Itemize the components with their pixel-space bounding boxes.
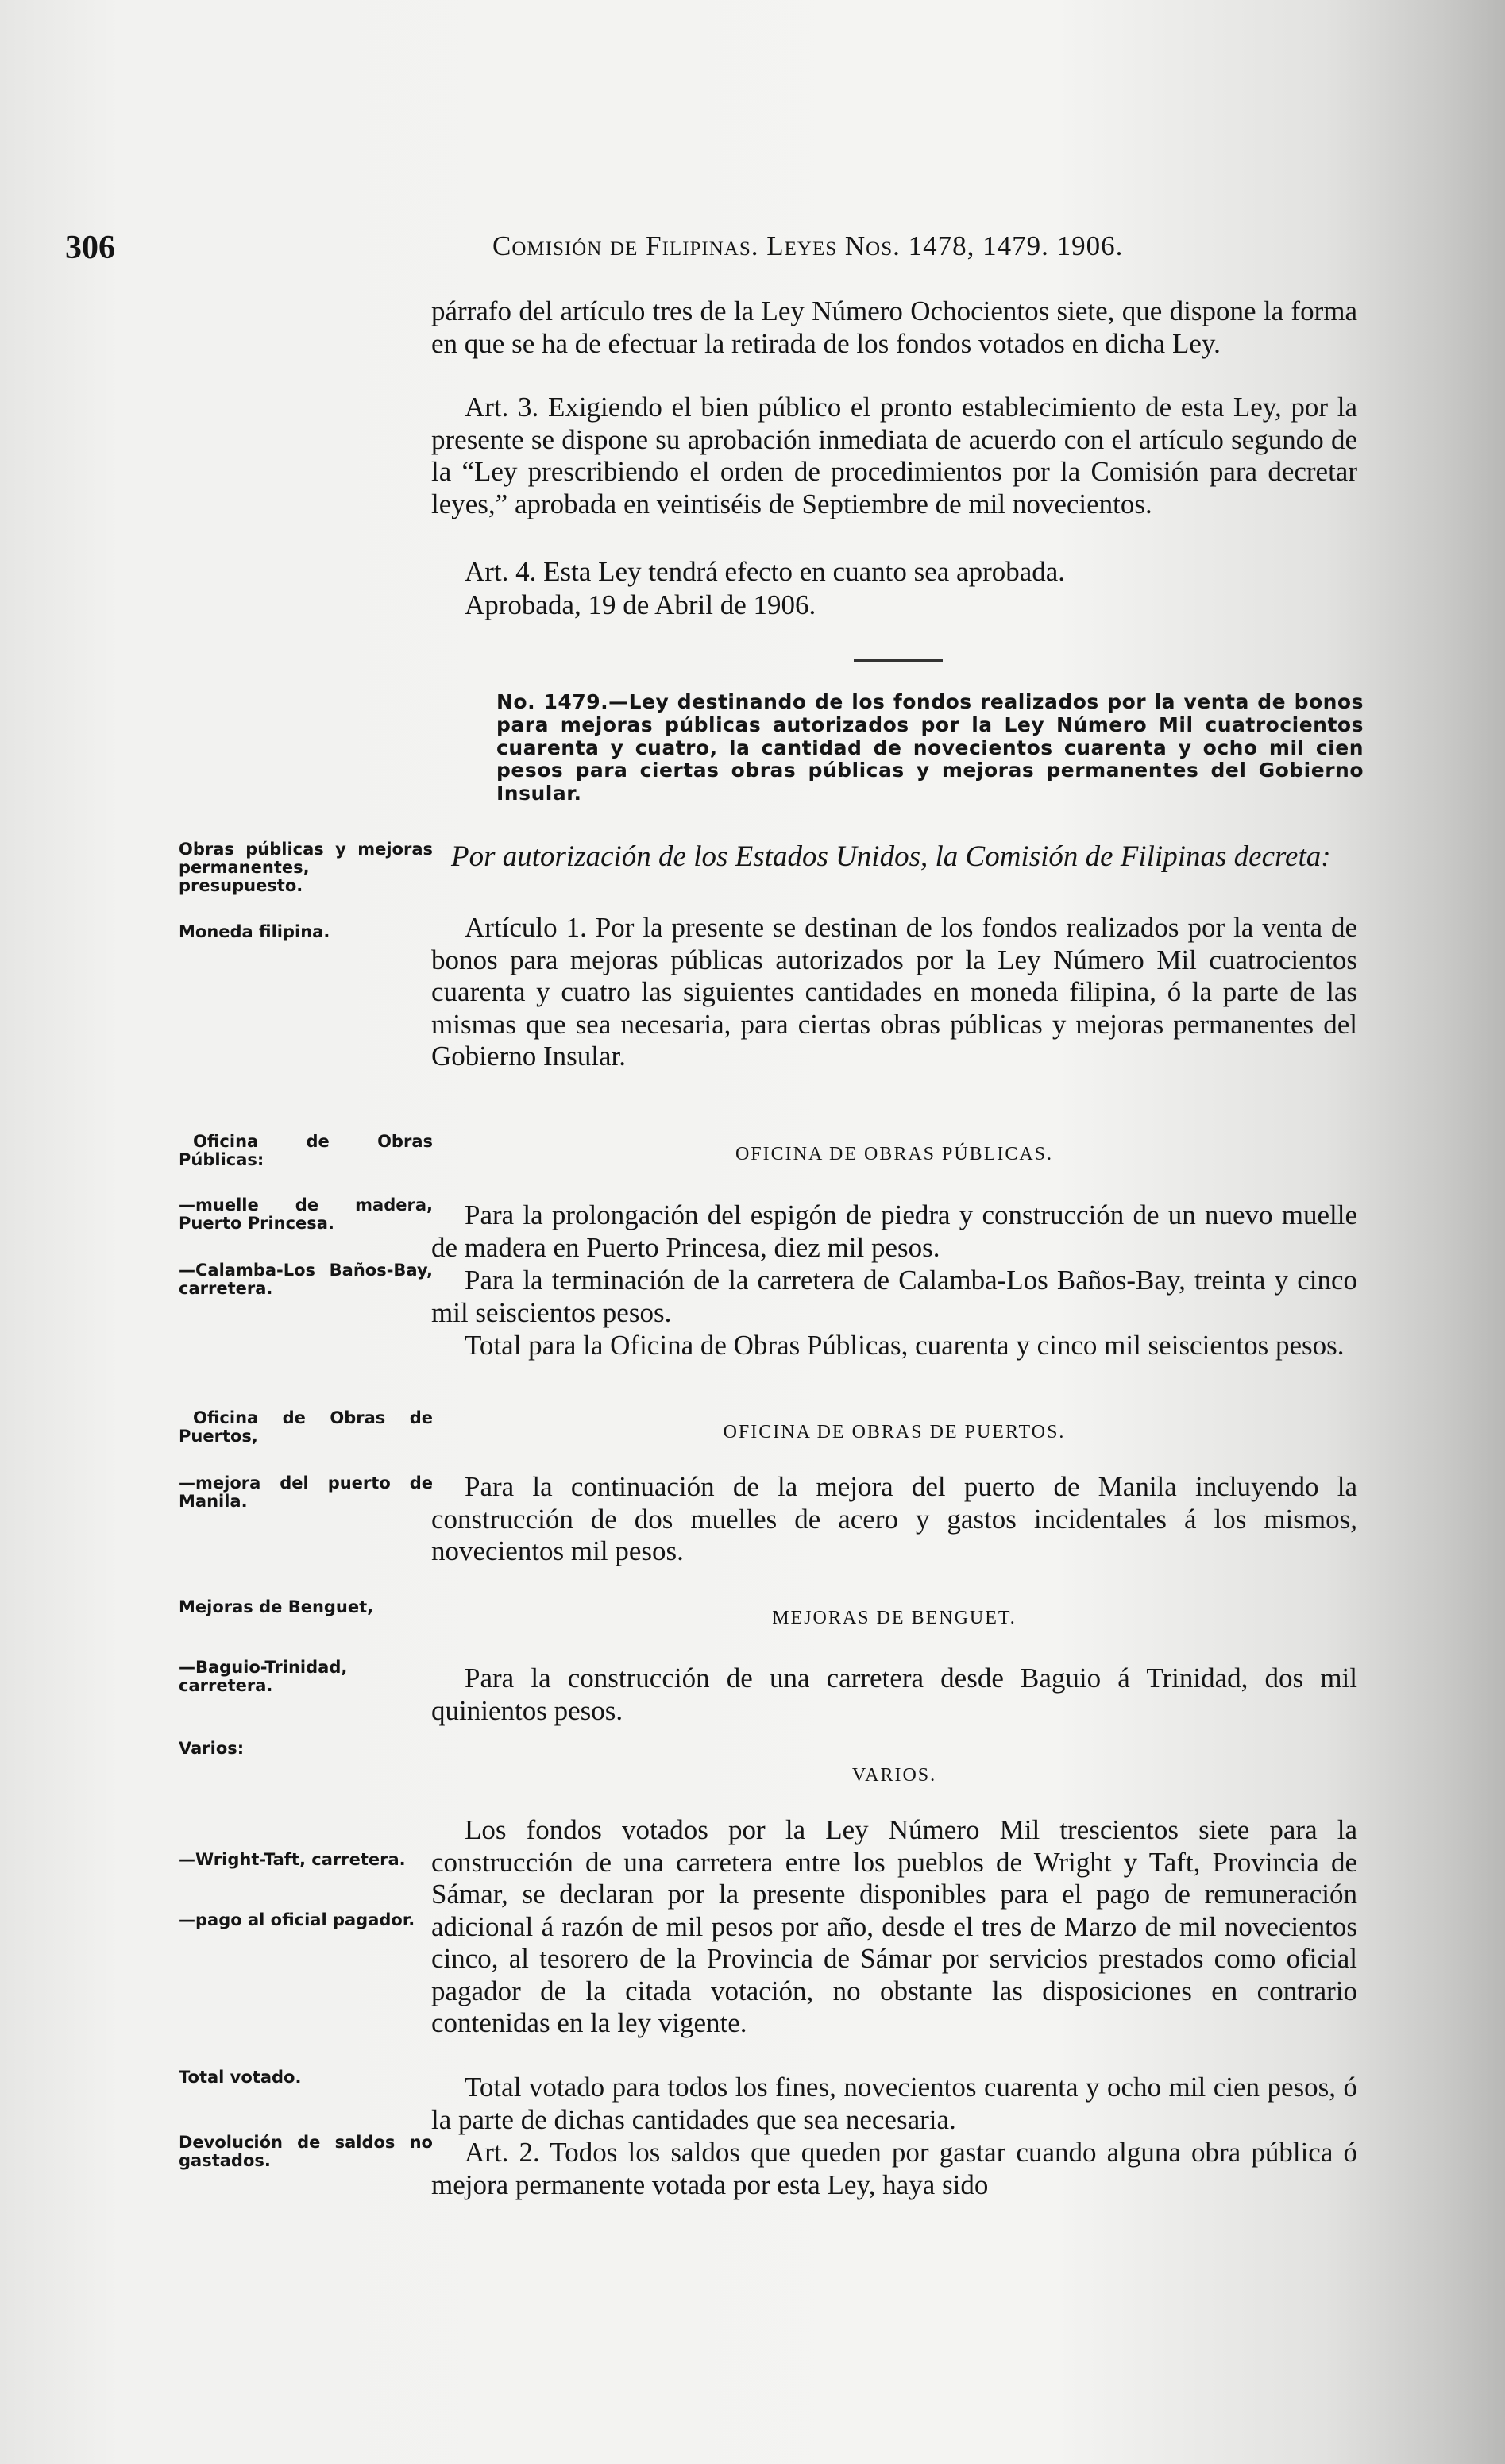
obras-publicas-paragraph-1: Para la prolongación del espigón de piedra y construcción de un nuevo muelle de madera en Puerto Princesa, diez mil pesos.: [431, 1199, 1357, 1263]
margin-note-mejora-puerto: —mejora del puerto de Manila.: [179, 1473, 433, 1511]
obras-puertos-paragraph: Para la continuación de la mejora del puerto de Manila incluyendo la construcción de dos muelles de acero y gastos incidentales á los mismos, novecientos mil pesos.: [431, 1471, 1357, 1566]
margin-note-benguet: Mejoras de Benguet,: [179, 1597, 374, 1616]
article-1: Artículo 1. Por la presente se destinan de los fondos realizados por la venta de bonos para mejoras públicas autorizados por la Ley Número Mil cuatrocientos cuarenta y cuatro las siguientes cantidades en moneda filipina, ó la parte de las mismas que sea necesaria, para ciertas obras públicas y mejoras permanentes del Gobierno Insular.: [431, 912, 1357, 1072]
margin-note-moneda: Moneda filipina.: [179, 922, 330, 941]
section-divider: [854, 659, 943, 662]
heading-varios: VARIOS.: [851, 1765, 937, 1786]
margin-note-wright: —Wright-Taft, carretera.: [179, 1850, 406, 1869]
obras-publicas-total: Total para la Oficina de Obras Públicas, cuarenta y cinco mil seiscientos pesos.: [465, 1330, 1345, 1361]
varios-paragraph: Los fondos votados por la Ley Número Mil trescientos siete para la construcción de una carretera entre los pueblos de Wright y Taft, Provincia de Sámar, se declaran por la presente disponibles para el pago de remuneración adicional á razón de mil pesos por año, desde el tres de Marzo de mil novecientos cinco, al tesorero de la Provincia de Sámar por servicios prestados como oficial pagador de la citada votación, no obstante las disposiciones en contrario contenidas en la ley vigente.: [431, 1814, 1357, 2038]
obras-publicas-paragraph-2: Para la terminación de la carretera de Calamba-Los Baños-Bay, treinta y cinco mil seiscientos pesos.: [431, 1265, 1357, 1328]
margin-note-varios: Varios:: [179, 1739, 245, 1758]
approval-date: Aprobada, 19 de Abril de 1906.: [465, 589, 816, 620]
benguet-paragraph: Para la construcción de una carretera desde Baguio á Trinidad, dos mil quinientos pesos.: [431, 1663, 1357, 1726]
heading-benguet: MEJORAS DE BENGUET.: [772, 1608, 1017, 1628]
margin-note-oficina-puertos: Oficina de Obras de Puertos,: [179, 1408, 433, 1446]
previous-law-article-4: Art. 4. Esta Ley tendrá efecto en cuanto sea aprobada.: [465, 556, 1066, 587]
heading-obras-puertos: OFICINA DE OBRAS DE PUERTOS.: [723, 1422, 1066, 1442]
running-head: Comisión de Filipinas. Leyes Nos. 1478, 1479. 1906.: [492, 230, 1124, 261]
law-title-text: —Ley destinando de los fondos realizados por la venta de bonos para mejoras públicas autorizados por la Ley Número Mil cuatrocientos cuarenta y cuatro, la cantidad de novecientos cuarenta y ocho mil cien pesos para ciertas obras públicas y mejoras permanentes del Gobierno Insular.: [496, 690, 1364, 805]
margin-note-oficina-obras: Oficina de Obras Públicas:: [179, 1132, 433, 1169]
page-number: 306: [65, 230, 115, 266]
margin-note-muelle: —muelle de madera, Puerto Princesa.: [179, 1195, 433, 1233]
previous-law-continuation: párrafo del artículo tres de la Ley Número Ochocientos siete, que dispone la forma en que se ha de efectuar la retirada de los fondos votados en dicha Ley.: [431, 295, 1357, 359]
law-number: No. 1479.: [496, 690, 609, 713]
law-title: [496, 691, 1364, 805]
margin-note-obras-mejoras: Obras públicas y mejoras permanentes, presupuesto.: [179, 840, 433, 895]
article-2: Art. 2. Todos los saldos que queden por gastar cuando alguna obra pública ó mejora permanente votada por esta Ley, haya sido: [431, 2137, 1357, 2200]
margin-note-pago: —pago al oficial pagador.: [179, 1910, 415, 1929]
margin-note-calamba: —Calamba-Los Baños-Bay, carretera.: [179, 1261, 433, 1298]
heading-obras-publicas: OFICINA DE OBRAS PÚBLICAS.: [735, 1144, 1054, 1164]
varios-total: Total votado para todos los fines, novecientos cuarenta y ocho mil cien pesos, ó la parte de dichas cantidades que sea necesaria.: [431, 2072, 1357, 2135]
margin-note-baguio: —Baguio-Trinidad, carretera.: [179, 1658, 348, 1695]
margin-note-devolucion: Devolución de saldos no gastados.: [179, 2133, 433, 2170]
previous-law-article-3: Art. 3. Exigiendo el bien público el pronto establecimiento de esta Ley, por la presente se dispone su aprobación inmediata de acuerdo con el artículo segundo de la “Ley prescribiendo el orden de procedimientos por la Comisión para decretar leyes,” aprobada en veintiséis de Septiembre de mil novecientos.: [431, 392, 1357, 519]
margin-note-total: Total votado.: [179, 2068, 302, 2087]
enacting-clause: Por autorización de los Estados Unidos, la Comisión de Filipinas decreta:: [451, 840, 1331, 873]
